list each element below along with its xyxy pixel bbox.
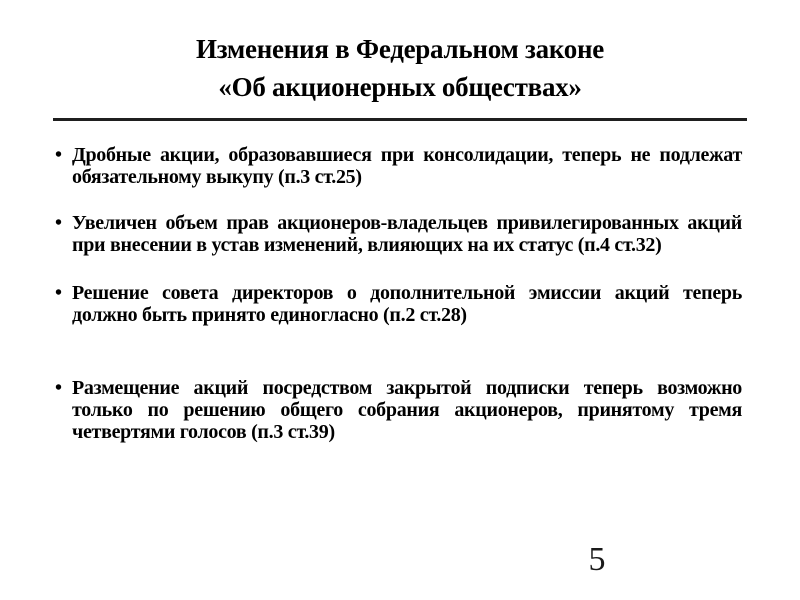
bullet-text: Размещение акций посредством закрытой подписки теперь возможно только по решению общего собрания акционеров, принятому тремя четвертями голосов (п.3 ст.39) xyxy=(72,377,742,443)
bullet-icon: • xyxy=(55,377,62,399)
title-divider xyxy=(53,118,747,121)
bullet-text: Увеличен объем прав акционеров-владельцев привилегированных акций при внесении в устав изменений, влияющих на их статус (п.4 ст.32) xyxy=(72,212,742,256)
slide-title-line-2: «Об акционерных обществах» xyxy=(218,72,582,102)
bullet-icon: • xyxy=(55,282,62,304)
bullet-list xyxy=(55,144,742,443)
bullet-icon: • xyxy=(55,144,62,166)
list-item xyxy=(55,144,742,188)
list-item xyxy=(55,377,742,443)
slide-title-line-1: Изменения в Федеральном законе xyxy=(195,34,604,64)
bullet-text: Дробные акции, образовавшиеся при консолидации, теперь не подлежат обязательному выкупу (п.3 ст.25) xyxy=(72,144,742,188)
list-item xyxy=(55,212,742,256)
slide-title xyxy=(0,30,800,106)
list-item xyxy=(55,282,742,326)
page-number: 5 xyxy=(588,541,606,578)
bullet-text: Решение совета директоров о дополнительной эмиссии акций теперь должно быть принято единогласно (п.2 ст.28) xyxy=(72,282,742,326)
bullet-icon: • xyxy=(55,212,62,234)
